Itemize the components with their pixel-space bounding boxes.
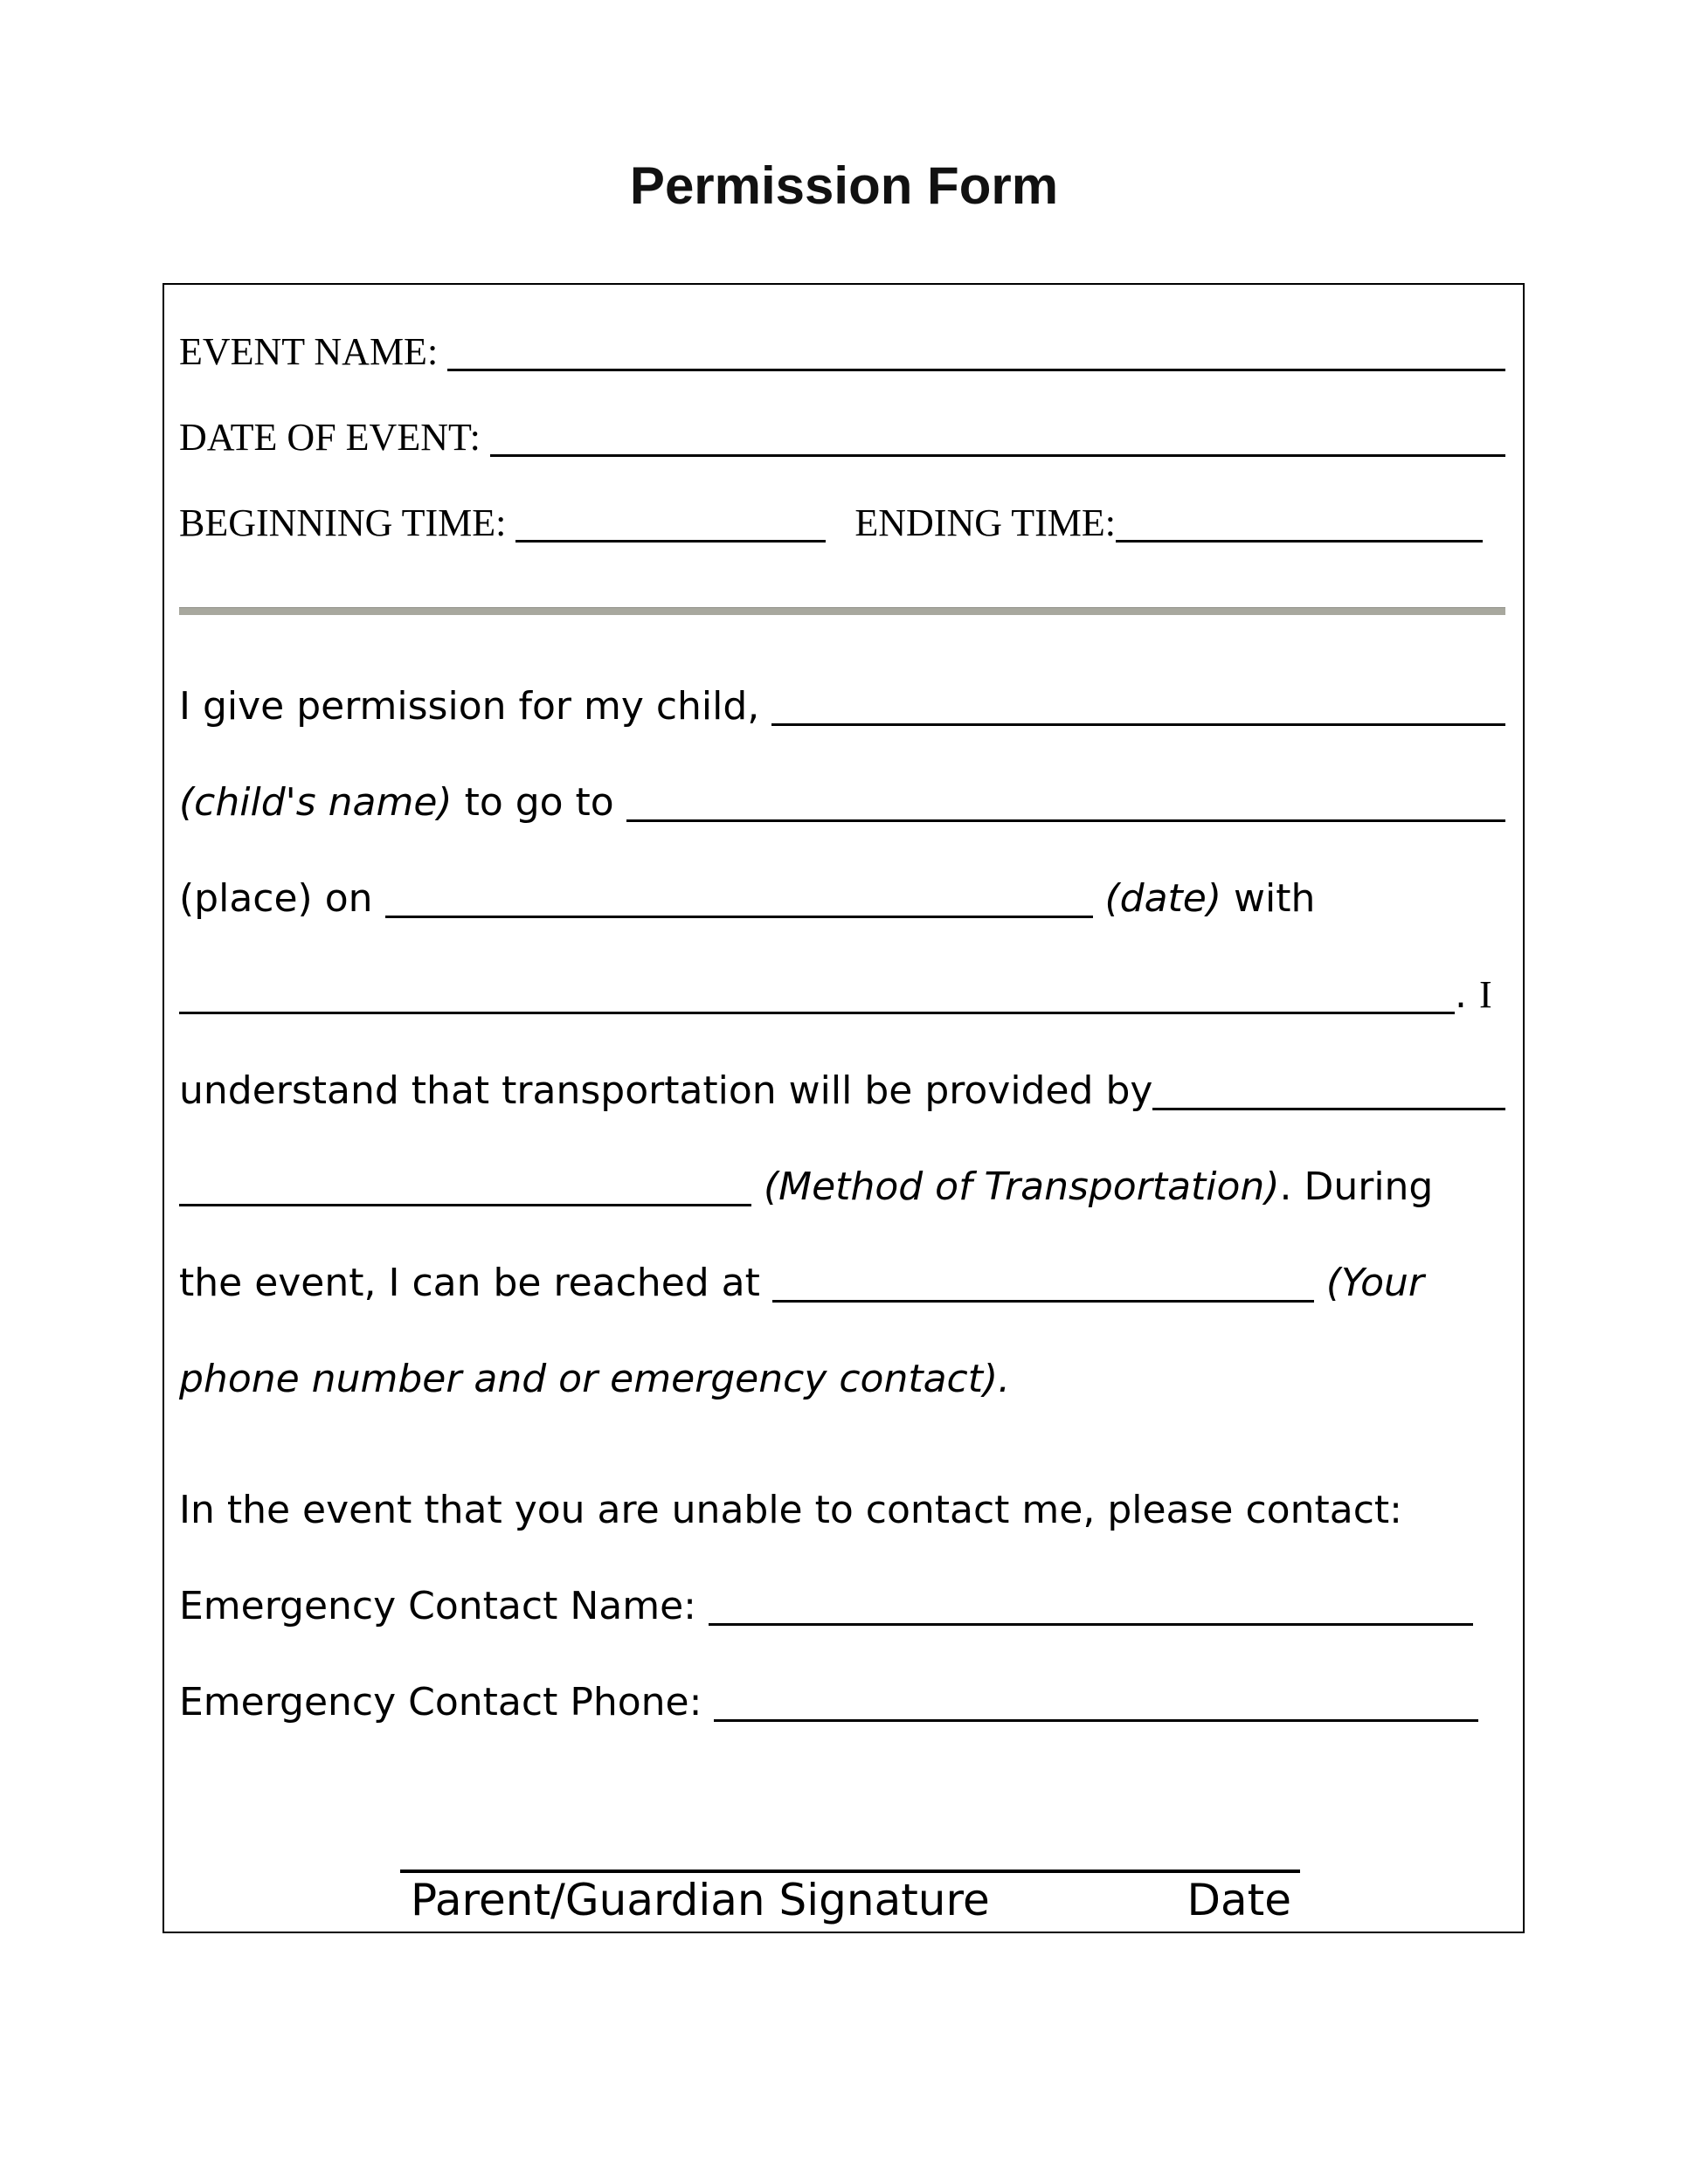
text-segment: Emergency Contact Name: [179, 1584, 709, 1628]
statement-line-2 [179, 755, 1505, 851]
form-box [163, 283, 1525, 1933]
beginning-time-field[interactable] [515, 539, 826, 543]
text-segment: BEGINNING TIME: [179, 501, 516, 544]
text-segment: DATE OF EVENT: [179, 416, 490, 459]
permission-statement-section [179, 659, 1505, 1427]
text-segment: phone number and or emergency contact). [179, 1357, 1011, 1401]
companion-field[interactable] [179, 1011, 1455, 1014]
signature-label: Parent/Guardian Signature [411, 1875, 990, 1925]
statement-line-4 [179, 947, 1505, 1043]
emergency-intro-line [179, 1462, 1505, 1559]
text-segment: . During [1279, 1165, 1434, 1209]
text-segment: EVENT NAME: [179, 330, 448, 373]
text-segment: (place) on [179, 876, 385, 921]
emergency-name-line [179, 1559, 1505, 1655]
text-segment: understand that transportation will be provided by [179, 1068, 1153, 1113]
child-name-field[interactable] [771, 722, 1505, 726]
date-field[interactable] [385, 915, 1093, 918]
text-segment: In the event that you are unable to contact me, please contact: [179, 1488, 1402, 1532]
statement-line-1 [179, 659, 1505, 755]
text-segment: . [1455, 972, 1479, 1017]
section-divider [179, 607, 1505, 615]
text-segment: (Your [1313, 1261, 1424, 1305]
text-segment: the event, I can be reached at [179, 1261, 772, 1305]
form-title: Permission Form [629, 156, 1059, 215]
statement-line-8 [179, 1331, 1505, 1427]
event-name-line [179, 309, 1505, 395]
text-segment: ENDING TIME: [854, 501, 1116, 544]
event-name-field[interactable] [447, 368, 1505, 371]
transportation-method-2-field[interactable] [179, 1203, 751, 1206]
date-label: Date [1186, 1875, 1291, 1925]
text-segment: (date) [1092, 876, 1222, 921]
text-segment: Emergency Contact Phone: [179, 1680, 715, 1724]
text-segment: (child's name) [179, 780, 453, 825]
emergency-contact-phone-field[interactable] [714, 1718, 1478, 1722]
statement-line-5 [179, 1043, 1505, 1139]
transportation-method-field[interactable] [1152, 1107, 1505, 1110]
text-segment: I [1478, 973, 1492, 1016]
statement-line-6 [179, 1139, 1505, 1235]
emergency-phone-line [179, 1655, 1505, 1751]
emergency-contact-section [179, 1462, 1505, 1751]
event-info-section [179, 309, 1505, 566]
text-segment: to go to [452, 780, 626, 825]
text-segment: I give permission for my child, [179, 684, 772, 729]
date-of-event-field[interactable] [490, 453, 1505, 457]
statement-line-3 [179, 851, 1505, 947]
text-segment: with [1221, 876, 1316, 921]
contact-phone-field[interactable] [772, 1299, 1314, 1303]
date-of-event-line [179, 395, 1505, 480]
ending-time-field[interactable] [1116, 539, 1483, 543]
text-segment [826, 480, 854, 566]
place-field[interactable] [626, 819, 1505, 822]
text-segment: (Method of Transportation) [751, 1165, 1280, 1209]
emergency-contact-name-field[interactable] [709, 1622, 1473, 1626]
statement-line-7 [179, 1235, 1505, 1331]
signature-labels-row [400, 1873, 1300, 1927]
times-line [179, 480, 1505, 566]
